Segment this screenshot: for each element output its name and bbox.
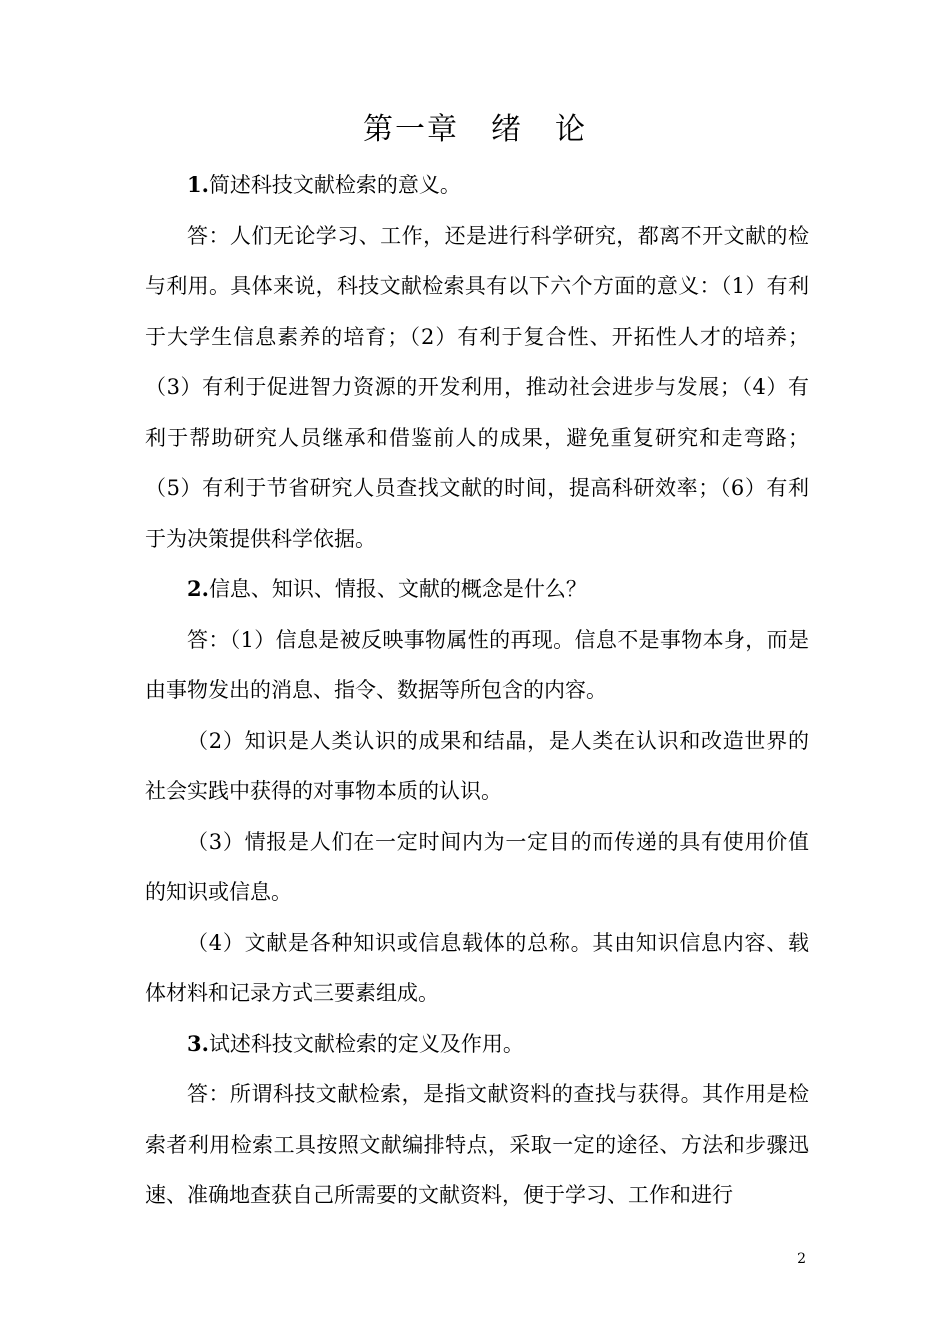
answer-paragraph: 答：（1）信息是被反映事物属性的再现。信息不是事物本身，而是由事物发出的消息、指令、数据等所包含的内容。 xyxy=(145,627,809,702)
question-number: 2. xyxy=(187,576,209,601)
answer-paragraph: （4）文献是各种知识或信息载体的总称。其由知识信息内容、载体材料和记录方式三要素组成。 xyxy=(145,930,809,1005)
answer-paragraph: 答：所谓科技文献检索，是指文献资料的查找与获得。其作用是检索者利用检索工具按照文献编排特点，采取一定的途径、方法和步骤迅速、准确地查获自己所需要的文献资料，便于学习、工作和进行 xyxy=(145,1082,809,1207)
page-number: 2 xyxy=(797,1251,806,1267)
answer-paragraph: （2）知识是人类认识的成果和结晶，是人类在认识和改造世界的社会实践中获得的对事物本质的认识。 xyxy=(145,728,809,803)
answer-paragraph: （3）情报是人们在一定时间内为一定目的而传递的具有使用价值的知识或信息。 xyxy=(145,829,809,904)
question-2 xyxy=(145,564,809,615)
question-text: 信息、知识、情报、文献的概念是什么？ xyxy=(208,577,587,601)
question-number: 1. xyxy=(187,172,209,197)
question-text: 简述科技文献检索的意义。 xyxy=(208,173,461,197)
question-1 xyxy=(145,160,809,211)
document-body xyxy=(145,160,809,1221)
question-text: 试述科技文献检索的定义及作用。 xyxy=(208,1031,524,1056)
chapter-title: 第一章 绪 论 xyxy=(363,112,587,147)
question-number: 3. xyxy=(187,1030,209,1056)
answer-paragraph: 答：人们无论学习、工作，还是进行科学研究，都离不开文献的检与利用。具体来说，科技文献检索具有以下六个方面的意义：（1）有利于大学生信息素养的培育；（2）有利于复合性、开拓性人才的培养；（3）有利于促进智力资源的开发利用，推动社会进步与发展；（4）有利于帮助研究人员继承和借鉴前人的成果，避免重复研究和走弯路；（5）有利于节省研究人员查找文献的时间，提高科研效率；（6）有利于为决策提供科学依据。 xyxy=(145,223,809,551)
question-3 xyxy=(145,1019,809,1070)
